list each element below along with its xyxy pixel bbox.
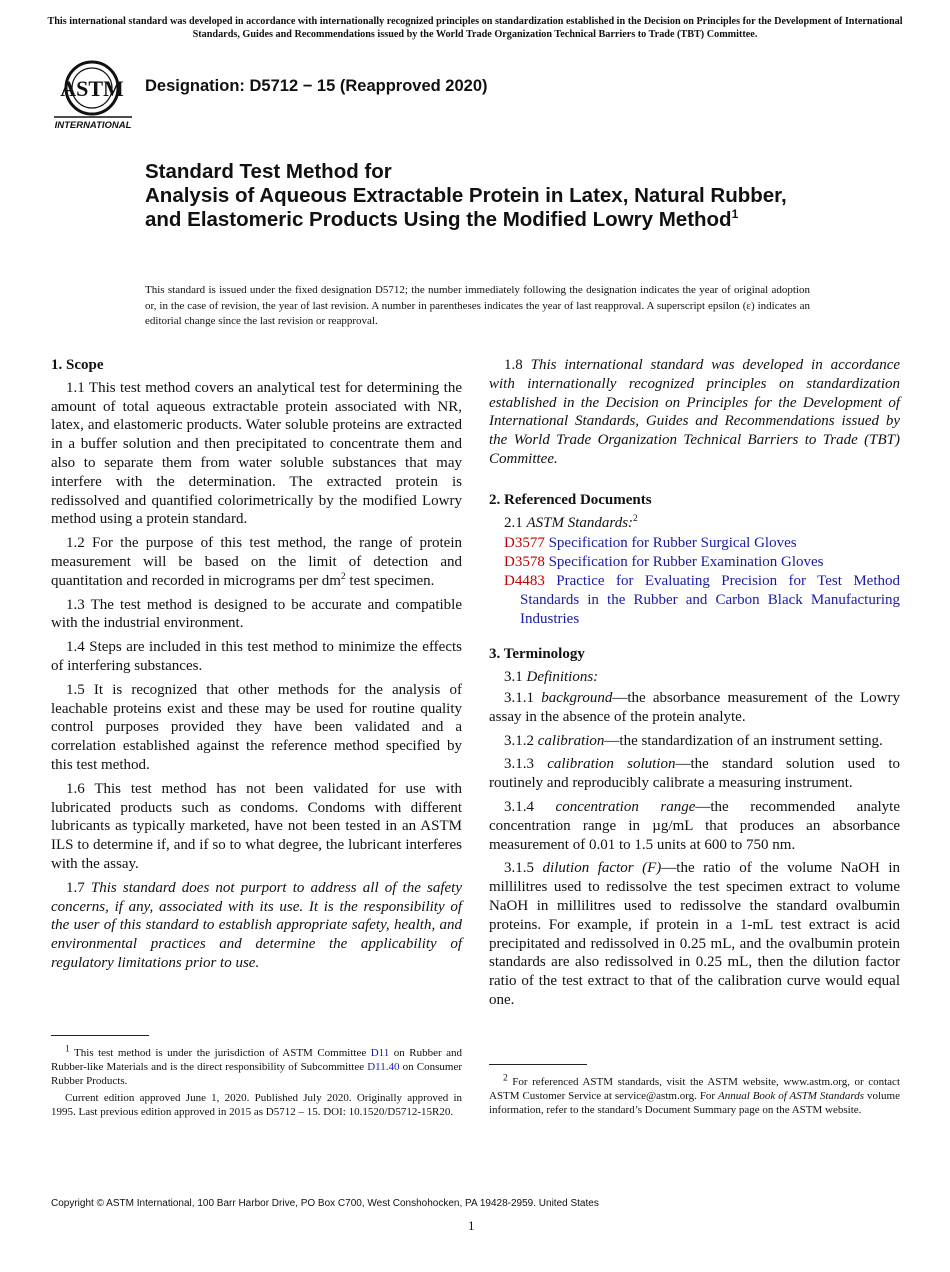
- footnote-1-text-b: on Rubber and Rubber-like Materials and is the direct responsibility of Subcommittee: [51, 1047, 463, 1073]
- astm-logo-icon: [52, 56, 134, 132]
- referenced-2-1-num: 2.1: [504, 514, 527, 531]
- terminology-3-1-label: Definitions:: [526, 669, 599, 686]
- scope-1-7: [51, 879, 462, 973]
- def-text: —the absorbance measurement of the Lowry assay in the absence of the protein analyte.: [489, 689, 900, 725]
- scope-1-2: [51, 534, 462, 590]
- scope-1-8-num: 1.8: [504, 357, 531, 373]
- definition-3-1-4: [489, 798, 900, 854]
- terminology-heading: 3. Terminology: [489, 646, 585, 663]
- page-title: [145, 160, 825, 232]
- footnote-divider-right: [489, 1064, 587, 1065]
- right-column: [489, 356, 900, 1015]
- title-line-2: Analysis of Aqueous Extractable Protein in Latex, Natural Rubber, and Elastomeric Products Using the Modified Lowry Method: [145, 184, 787, 231]
- footnote-2: [489, 1075, 900, 1117]
- definition-3-1-3: [489, 755, 900, 793]
- link-d11[interactable]: D11: [370, 1047, 390, 1059]
- definition-3-1-5: [489, 859, 900, 1009]
- ref-item[interactable]: [489, 553, 900, 572]
- link-d11-40[interactable]: D11.40: [367, 1061, 400, 1073]
- def-num: 3.1.5: [504, 860, 543, 877]
- def-term: calibration solution: [547, 756, 676, 773]
- logo-subtext: INTERNATIONAL: [54, 120, 132, 131]
- footnote-1: [51, 1046, 462, 1088]
- ref-item[interactable]: [489, 534, 900, 553]
- referenced-heading: 2. Referenced Documents: [489, 491, 652, 508]
- astm-logo: [52, 56, 134, 132]
- definition-3-1-2: [489, 732, 900, 751]
- footnote-1-text-a: This test method is under the jurisdiction of ASTM Committee: [69, 1047, 371, 1059]
- scope-1-2-sup: 2: [340, 571, 346, 582]
- scope-1-2-b: test specimen.: [345, 572, 435, 589]
- scope-1-5: 1.5 It is recognized that other methods for the analysis of leachable proteins exist and these may be used for routine quality control purposes provided they have been validated and a correlation established against the reference method specified by this test method.: [51, 681, 462, 773]
- left-column: [51, 356, 462, 978]
- def-term: calibration: [537, 732, 605, 749]
- footnote-2-italic: Annual Book of ASTM Standards: [718, 1090, 865, 1102]
- footnote-2-mark: 2: [503, 1073, 508, 1084]
- def-text: —the recommended analyte concentration range in µg/mL that produces an absorbance measurement of 0.01 to 1.5 units at 600 to 750 nm.: [489, 798, 900, 853]
- scope-1-7-num: 1.7: [66, 879, 91, 896]
- intro-paragraph: This standard is issued under the fixed designation D5712; the number immediately following the designation indicates the year of original adoption or, in the case of revision, the year of last revision. A number in parentheses indicates the year of last reapproval. A superscript epsilon (ε) indicates an editorial change since the last revision or reapproval.: [145, 284, 810, 327]
- scope-1-6: 1.6 This test method has not been validated for use with lubricated products such as condoms. Condoms with different lubricants as typically marketed, have not been tested in an ASTM ILS to determine if, and if so to what degree, the lubricant interferes with the assay.: [51, 780, 462, 872]
- scope-1-3: 1.3 The test method is designed to be accurate and compatible with the industrial environment.: [51, 596, 462, 632]
- footnote-2-text-a: For referenced ASTM standards, visit the ASTM website, www.astm.org, or contact ASTM Customer Service at service@astm.org. For: [489, 1076, 900, 1102]
- copyright-line: Copyright © ASTM International, 100 Barr Harbor Drive, PO Box C700, West Conshohocken, PA 19428-2959. United States: [51, 1198, 599, 1209]
- footnote-edition: Current edition approved June 1, 2020. Published July 2020. Originally approved in 1995. Last previous edition approved in 2015 as D5712 – 15. DOI: 10.1520/D5712-15R20.: [51, 1092, 462, 1118]
- def-text: —the standardization of an instrument setting.: [604, 732, 883, 749]
- footnote-1-mark: 1: [65, 1044, 70, 1055]
- def-num: 3.1.3: [504, 756, 548, 773]
- scope-1-8-text: This international standard was developed in accordance with internationally recognized principles on standardization established in the Decision on Principles for the Development of International Standards, Guides and Recommendations issued by the World Trade Organization Technical Barriers to Trade (TBT) Committee.: [489, 357, 901, 467]
- scope-1-2-a: 1.2 For the purpose of this test method, the range of protein measurement will be based on the limit of detection and quantitation and recorded in micrograms per dm: [51, 535, 462, 589]
- scope-heading: 1. Scope: [51, 357, 104, 373]
- ref-title-d3577[interactable]: Specification for Rubber Surgical Gloves: [548, 535, 797, 552]
- top-notice: This international standard was developed in accordance with internationally recognized principles on standardization established in the Decision on Principles for the Development of International Standards, Guides and Recommendations issued by the World Trade Organization Technical Barriers to Trade (TBT) Committee.: [47, 16, 903, 40]
- def-num: 3.1.2: [504, 732, 538, 749]
- ref-code-d3578[interactable]: D3578: [504, 554, 545, 571]
- def-term: concentration range: [555, 798, 696, 815]
- def-text: —the ratio of the volume NaOH in millilitres used to redissolve the test specimen extract to volume NaOH in millilitres used to redissolve the standard ovalbumin proteins. For example, if protein in a 1-mL test extract is acid precipitated and redissolved in 0.25 mL, and the ovalbumin protein standards are also redissolved in 0.25 mL, then the dilution factor ratio of the test extract to that of the calibration curve would equal one.: [489, 860, 901, 1008]
- scope-1-1: 1.1 This test method covers an analytical test for determining the amount of total aqueous extractable protein associated with NR, latex, and elastomeric products. Water soluble proteins are extracted in a buffer solution and then precipitated to concentrate them and also to separate them from water soluble substances that may interfere with the determination. The extracted protein is redissolved and quantified colorimetrically by the modified Lowry method using a protein standard.: [51, 379, 462, 528]
- designation: Designation: D5712 − 15 (Reapproved 2020): [145, 77, 488, 95]
- page-number: 1: [468, 1218, 475, 1233]
- ref-item[interactable]: [489, 572, 900, 628]
- footnote-2-text-b: volume information, refer to the standard’s Document Summary page on the ASTM website.: [489, 1090, 900, 1116]
- footnotes-left: [51, 1046, 462, 1122]
- referenced-2-1-sup: 2: [633, 513, 638, 524]
- referenced-2-1: [489, 514, 900, 533]
- def-text: —the standard solution used to routinely and reproducibly calibrate a measuring instrument.: [489, 756, 900, 792]
- def-term: background: [541, 689, 613, 706]
- terminology-3-1-num: 3.1: [504, 669, 527, 686]
- scope-1-8: [489, 356, 900, 469]
- referenced-2-1-label: ASTM Standards:: [526, 514, 634, 531]
- footnote-divider-left: [51, 1035, 149, 1036]
- terminology-3-1: [489, 668, 900, 687]
- ref-title-d3578[interactable]: Specification for Rubber Examination Gloves: [548, 554, 824, 571]
- ref-code-d3577[interactable]: D3577: [504, 535, 545, 552]
- ref-code-d4483[interactable]: D4483: [504, 572, 545, 589]
- def-num: 3.1.1: [504, 689, 542, 706]
- title-line-1: Standard Test Method for: [145, 160, 392, 183]
- scope-1-4: 1.4 Steps are included in this test method to minimize the effects of interfering substances.: [51, 639, 462, 674]
- title-footnote-mark: 1: [731, 207, 739, 222]
- footnote-1-text-c: on Consumer Rubber Products.: [51, 1061, 462, 1087]
- scope-1-7-text: This standard does not purport to address all of the safety concerns, if any, associated with its use. It is the responsibility of the user of this standard to establish appropriate safety, health, and environmental practices and determine the applicability of regulatory limitations prior to use.: [51, 879, 463, 971]
- def-num: 3.1.4: [504, 798, 556, 815]
- logo-text: ASTM: [60, 76, 124, 101]
- definition-3-1-1: [489, 689, 900, 727]
- def-term: dilution factor (F): [542, 860, 662, 877]
- footnotes-right: [489, 1075, 900, 1120]
- ref-title-d4483[interactable]: Practice for Evaluating Precision for Test Method Standards in the Rubber and Carbon Black Manufacturing Industries: [520, 572, 901, 627]
